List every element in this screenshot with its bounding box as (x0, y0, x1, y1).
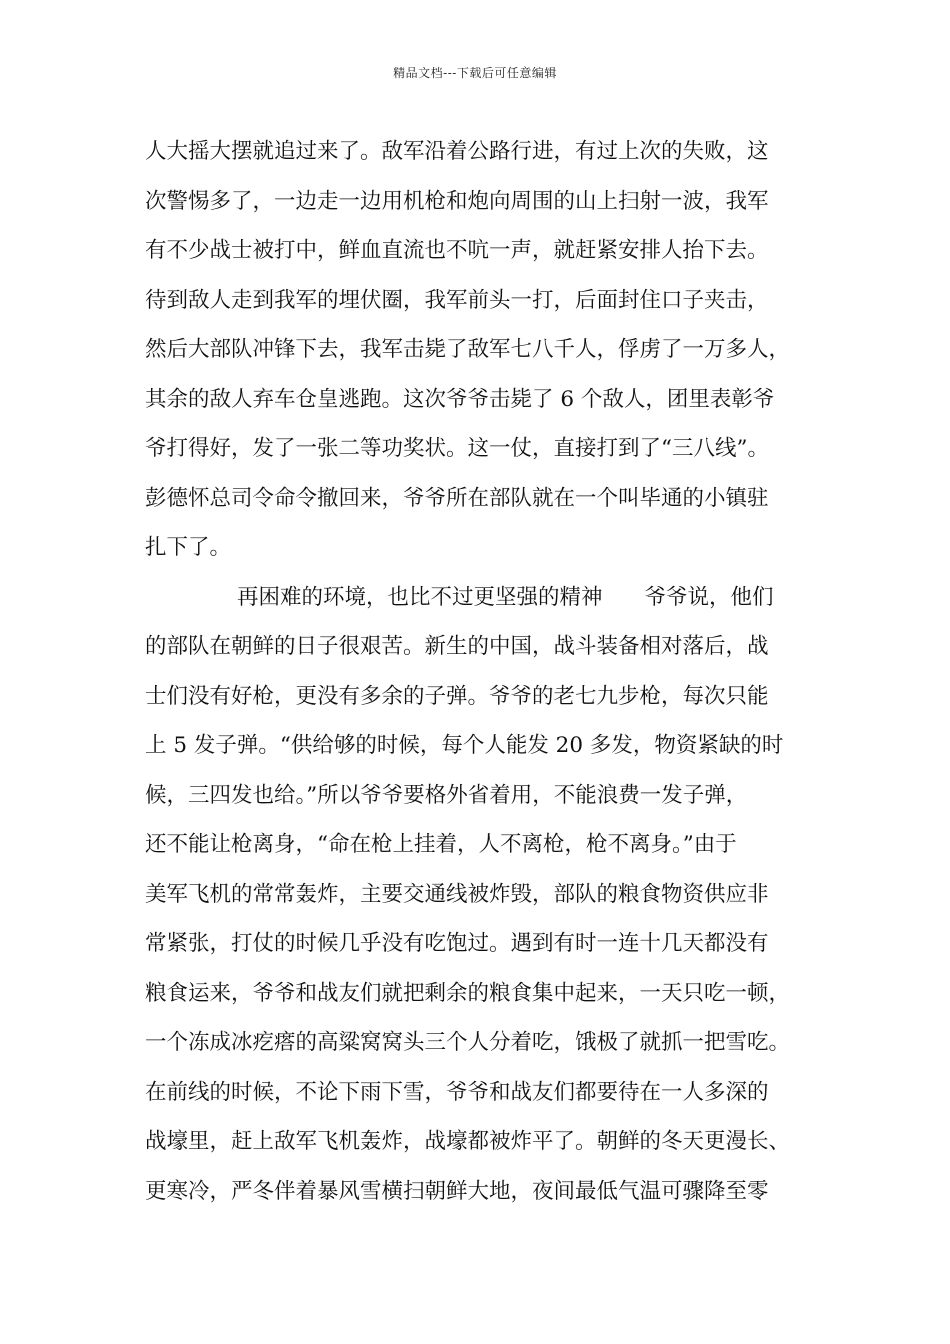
text-line: 候，三四发也给。”所以爷爷要格外省着用，不能浪费一发子弹， (145, 782, 748, 808)
section-heading-inline: 再困难的环境，也比不过更坚强的精神 (237, 584, 603, 610)
text-line: 一个冻成冰疙瘩的高粱窝窝头三个人分着吃，饿极了就抓一把雪吃。 (145, 1030, 791, 1055)
paragraph-start-line (145, 578, 825, 628)
page-header: 精品文档---下载后可任意编辑 (393, 66, 557, 80)
text-line: 在前线的时候，不论下雨下雪，爷爷和战友们都要待在一人多深的 (145, 1079, 769, 1105)
text-line: 的部队在朝鲜的日子很艰苦。新生的中国，战斗装备相对落后，战 (145, 634, 769, 659)
text-line: 彭德怀总司令命令撤回来，爷爷所在部队就在一个叫毕通的小镇驻 (145, 485, 769, 511)
text-line: 粮食运来，爷爷和战友们就把剩余的粮食集中起来，一天只吃一顿， (145, 980, 791, 1006)
text-line: 次警惕多了，一边走一边用机枪和炮向周围的山上扫射一波，我军 (145, 188, 769, 214)
text-line: 还不能让枪离身，“命在枪上挂着，人不离枪，枪不离身。”由于 (145, 832, 737, 857)
text-line: 人大摇大摆就追过来了。敌军沿着公路行进，有过上次的失败，这 (145, 139, 769, 164)
text-line: 其余的敌人弃车仓皇逃跑。这次爷爷击毙了 6 个敌人，团里表彰爷 (145, 386, 775, 412)
text-line: 上 5 发子弹。“供给够的时候，每个人能发 20 多发，物资紧缺的时 (145, 733, 784, 758)
text-line: 有不少战士被打中，鲜血直流也不吭一声，就赶紧安排人抬下去。 (145, 238, 769, 263)
text-line: 常紧张，打仗的时候几乎没有吃饱过。遇到有时一连十几天都没有 (145, 931, 769, 956)
text-line: 士们没有好枪，更没有多余的子弹。爷爷的老七九步枪，每次只能 (145, 683, 769, 709)
text-line: 美军飞机的常常轰炸，主要交通线被炸毁，部队的粮食物资供应非 (145, 881, 769, 907)
text-line-continuation: 爷爷说，他们 (644, 584, 774, 610)
text-line: 战壕里，赶上敌军飞机轰炸，战壕都被炸平了。朝鲜的冬天更漫长、 (145, 1129, 791, 1154)
text-line: 更寒冷，严冬伴着暴风雪横扫朝鲜大地，夜间最低气温可骤降至零 (145, 1178, 769, 1204)
text-line: 扎下了。 (145, 535, 232, 560)
text-line: 待到敌人走到我军的埋伏圈，我军前头一打，后面封住口子夹击， (145, 287, 769, 313)
body-text (145, 132, 825, 1221)
text-line: 爷打得好，发了一张二等功奖状。这一仗，直接打到了“三八线”。 (145, 436, 769, 461)
text-line: 然后大部队冲锋下去，我军击毙了敌军七八千人，俘虏了一万多人， (145, 337, 791, 362)
